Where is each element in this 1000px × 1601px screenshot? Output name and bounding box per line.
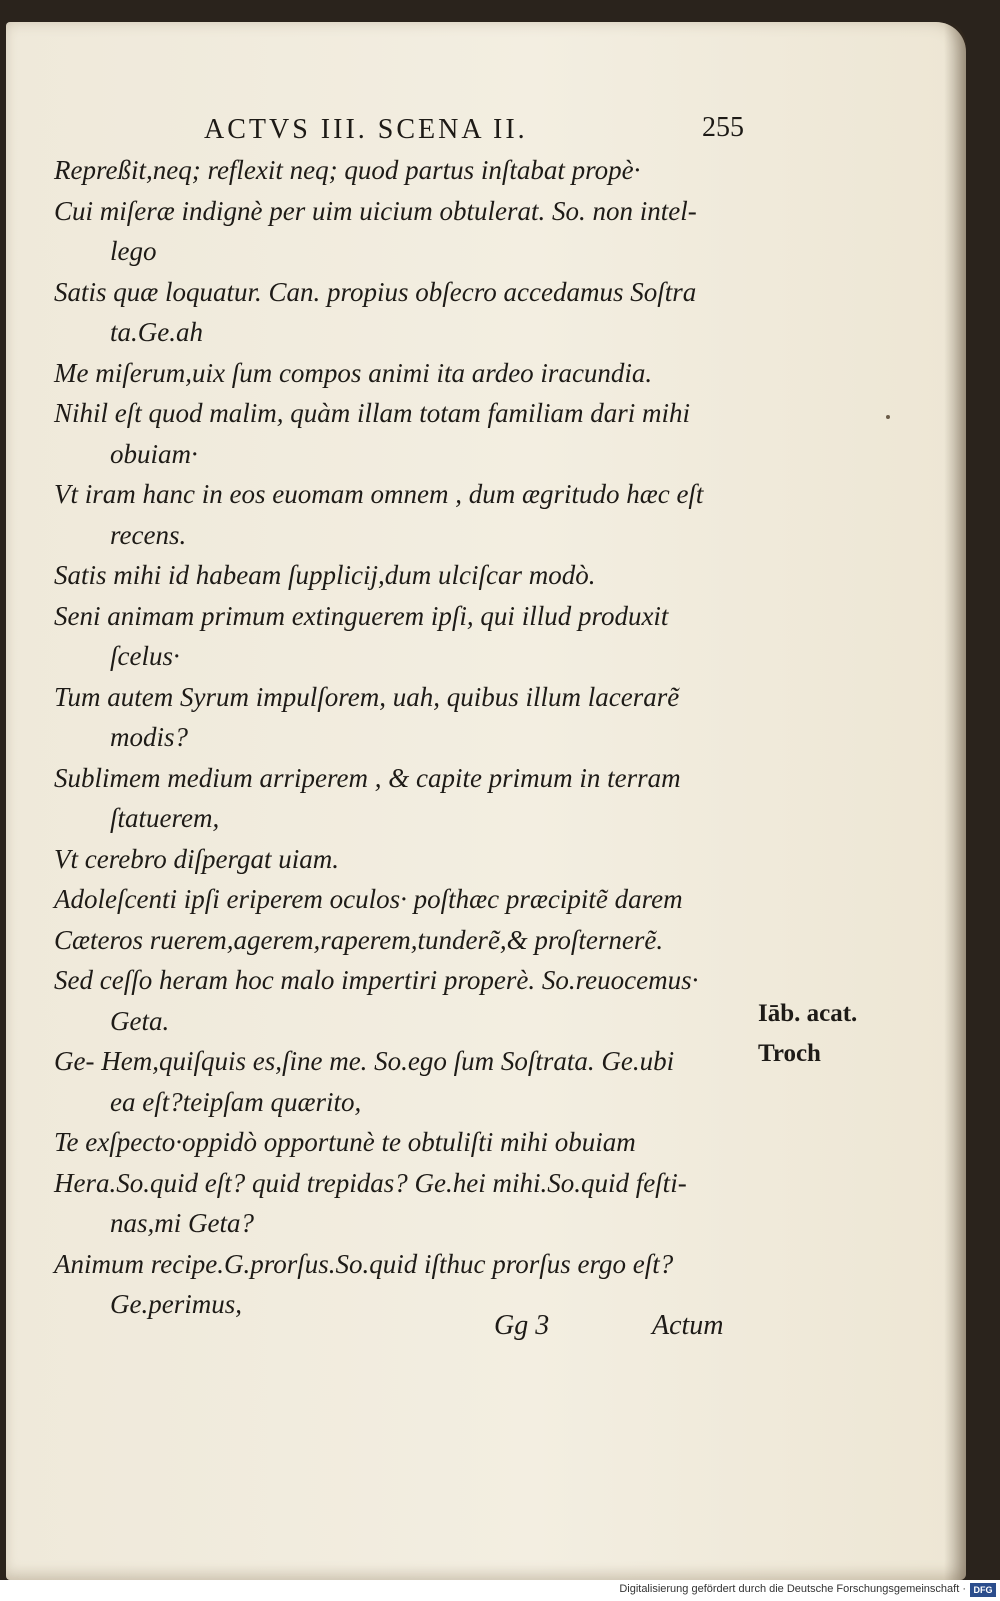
credit-bar	[0, 1580, 1000, 1601]
verse-line: Cui miſeræ indignè per uim uicium obtulerat. So. non intel-	[54, 195, 697, 226]
verse-continuation-line: nas,mi Geta?	[110, 1208, 254, 1238]
verse-line: Nihil eſt quod malim, quàm illam totam familiam dari mihi	[54, 398, 691, 428]
dfg-logo: DFG	[970, 1583, 996, 1597]
verse-line: Tum autem Syrum impulſorem, uah, quibus illum lacerarẽ	[54, 681, 680, 712]
verse-line: Sed ceſſo heram hoc malo impertiri properè. So.reuocemus·	[54, 965, 699, 995]
page-footer	[54, 1310, 754, 1354]
verse-line: Me miſerum,uix ſum compos animi ita ardeo iracundia.	[54, 357, 653, 388]
verse-line: Te exſpecto·oppidò opportunè te obtuliſti mihi obuiam	[54, 1127, 636, 1157]
verse-line: Seni animam primum extinguerem ipſi, qui illud produxit	[54, 600, 669, 631]
verse-continuation-line: ta.Ge.ah	[110, 317, 203, 347]
verse-continuation-line: lego	[110, 236, 157, 266]
page-header	[54, 114, 744, 150]
verse-continuation-line: ea eſt?teipſam quærito,	[110, 1086, 362, 1117]
page-edge-shadow	[944, 22, 966, 1580]
funding-credit: Digitalisierung gefördert durch die Deutsche Forschungsgemeinschaft ·	[619, 1583, 966, 1595]
verse-continuation-line: recens.	[110, 519, 187, 550]
verse-line: Animum recipe.G.prorſus.So.quid iſthuc prorſus ergo eſt?	[54, 1248, 674, 1279]
verse-continuation-line: ſtatuerem,	[110, 803, 220, 833]
verse-continuation-line: obuiam·	[110, 438, 198, 469]
running-head: ACTVS III. SCENA II.	[204, 114, 528, 145]
margin-note-meter-2: Troch	[758, 1040, 821, 1067]
ink-speck	[886, 415, 890, 419]
verse-continuation-line: modis?	[110, 722, 189, 752]
verse-line: Satis mihi id habeam ſupplicij,dum ulciſcar modò.	[54, 560, 596, 590]
verse-line: Vt iram hanc in eos euomam omnem , dum ægritudo hæc eſt	[54, 479, 704, 509]
verse-line: Repreßit,neq; reflexit neq; quod partus inſtabat propè·	[54, 155, 641, 185]
verse-line: Satis quæ loquatur. Can. propius obſecro accedamus Soſtra	[54, 276, 697, 307]
signature-mark: Gg 3	[494, 1310, 550, 1341]
verse-line: Vt cerebro diſpergat uiam.	[54, 843, 339, 874]
verse-text	[54, 150, 754, 1325]
catchword: Actum	[652, 1310, 724, 1341]
verse-line: Hera.So.quid eſt? quid trepidas? Ge.hei mihi.So.quid feſti-	[54, 1167, 687, 1198]
verse-continuation-line: ſcelus·	[110, 641, 180, 671]
book-page	[6, 22, 966, 1580]
verse-continuation-line: Geta.	[110, 1005, 170, 1036]
verse-line: Cæteros ruerem,agerem,raperem,tunderẽ,& proſternerẽ.	[54, 924, 664, 955]
verse-line: Ge- Hem,quiſquis es,ſine me. So.ego ſum Soſtrata. Ge.ubi	[54, 1046, 675, 1076]
page-number: 255	[702, 112, 744, 143]
verse-line: Sublimem medium arriperem , & capite primum in terram	[54, 762, 681, 793]
verse-continuation-line: Ge.perimus,	[110, 1289, 242, 1319]
verse-line: Adoleſcenti ipſi eriperem oculos· poſthæc præcipitẽ darem	[54, 884, 683, 914]
margin-note-meter-1: Iāb. acat.	[758, 1000, 858, 1027]
